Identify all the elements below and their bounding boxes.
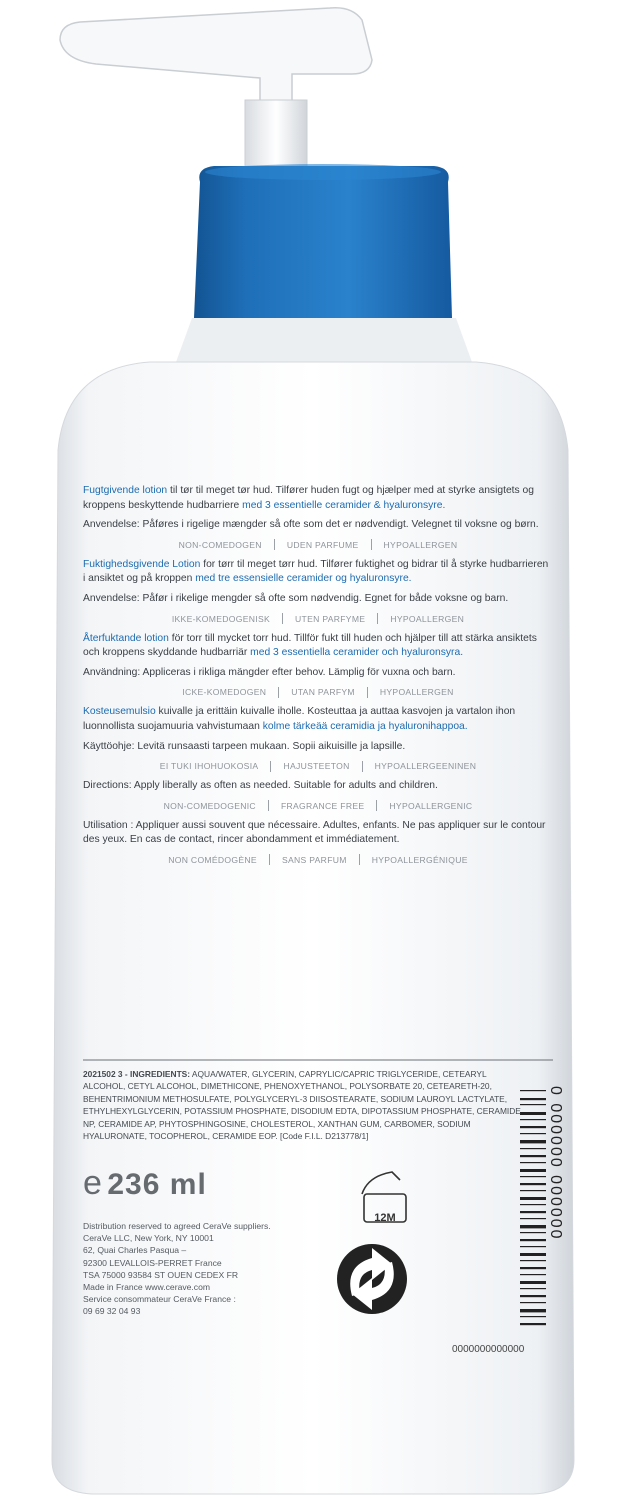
claim-badge: UTAN PARFYM: [291, 687, 355, 698]
claim-badge: SANS PARFUM: [281, 854, 347, 865]
claim-badge: UDEN PARFUME: [286, 539, 359, 550]
section-0: [83, 484, 553, 552]
distribution-line: TSA 75000 93584 ST OUEN CEDEX FR: [83, 1269, 239, 1280]
section-body: kuivalle ja erittäin kuivalle iholle. Kosteuttaa ja auttaa kasvojen ja vartalon ihon luonnollista suojamuuria vahvistumaan: [83, 706, 516, 732]
section-claims: [83, 612, 553, 626]
section-lead: Kosteusemulsio: [83, 706, 156, 718]
section-usage: Användning: Appliceras i rikliga mängder efter behov. Lämplig för vuxna och barn.: [83, 666, 456, 678]
section-highlight: med 3 essentielle ceramider & hyaluronsyre.: [242, 499, 446, 511]
barcode-vertical-digits: [547, 1086, 564, 1334]
ingredients-block: [83, 1068, 523, 1142]
claim-badge: UTEN PARFYME: [295, 613, 366, 624]
volume: [83, 1164, 383, 1203]
section-usage: Utilisation : Appliquer aussi souvent que nécessaire. Adultes, enfants. Ne pas appliquer sur le contour des yeux. En cas de contact, rincer abondamment et immédiatement.: [83, 819, 546, 846]
claim-badge: HAJUSTEETON: [283, 761, 350, 772]
section-highlight: med tre essensielle ceramider og hyaluronsyre.: [195, 573, 412, 585]
barcode-number: 0000000000000: [452, 1344, 525, 1355]
estimate-mark: e: [83, 1164, 103, 1202]
section-3: [83, 705, 553, 773]
section-1: [83, 558, 553, 626]
section-description: [83, 484, 553, 513]
label-sections: [83, 484, 553, 873]
claim-badge: HYPOALLERGÉNIQUE: [371, 854, 468, 865]
claim-badge: EI TUKI IHOHUOKOSIA: [159, 761, 259, 772]
distribution-line: 62, Quai Charles Pasqua –: [83, 1245, 187, 1256]
section-4: [83, 779, 553, 813]
language-sections: [83, 484, 553, 867]
section-lead: Fugtgivende lotion: [83, 485, 168, 496]
claim-badge: HYPOALLERGEN: [379, 687, 454, 698]
claim-badge: HYPOALLERGEN: [390, 613, 465, 624]
distribution-line: 92300 LEVALLOIS-PERRET France: [83, 1257, 222, 1268]
distribution-line: Service consommateur CeraVe France :: [83, 1294, 236, 1305]
section-lead: Fuktighedsgivende Lotion: [83, 558, 201, 570]
distribution-line: 09 69 32 04 93: [83, 1306, 141, 1317]
distribution-line: Made in France www.cerave.com: [83, 1282, 211, 1293]
section-body: för torr till mycket torr hud. Tillför fukt till huden och hjälper till att stärka ansiktets och kroppens skyddande hudbarriär: [83, 632, 537, 659]
section-2: [83, 632, 553, 700]
section-highlight: med 3 essentiella ceramider och hyaluronsyra.: [250, 647, 464, 659]
ingredients-list: AQUA/WATER, GLYCERIN, CAPRYLIC/CAPRIC TRIGLYCERIDE, CETEARYL ALCOHOL, CETYL ALCOHOL, DIMETHICONE, PHENOXYETHANOL, POLYSORBATE 20, CETEARETH-20, BEHENTRIMONIUM METHOSULFATE, POLYGLYCERYL-3 DIISOSTEARATE, SODIUM LAUROYL LACTYLATE, ETHYLHEXYLGLYCERIN, POTASSIUM PHOSPHATE, DISODIUM EDTA, DIPOTASSIUM PHOSPHATE, CERAMIDE NP, CERAMIDE AP, PHYTOSPHINGOSINE, CHOLESTEROL, XANTHAN GUM, CARBOMER, SODIUM HYALURONATE, TOCOPHEROL, CERAMIDE EOP. [Code F.I.L. D213778/1]: [83, 1069, 521, 1142]
section-claims: [83, 685, 553, 699]
section-body: til tør til meget tør hud. Tilfører huden fugt og hjælper med at styrke ansigtets og kroppens beskyttende hudbarriere: [83, 485, 534, 511]
distribution-line: Distribution reserved to agreed CeraVe suppliers.: [83, 1221, 271, 1231]
claim-badge: HYPOALLERGEN: [383, 539, 458, 550]
blue-cap: [194, 166, 452, 318]
section-highlight: kolme tärkeää ceramidia ja hyaluronihappoa.: [262, 720, 468, 732]
distribution-line: CeraVe LLC, New York, NY 10001: [83, 1233, 214, 1244]
pump-head: [60, 8, 372, 170]
volume-text: 236 ml: [107, 1168, 207, 1201]
section-body: for tørr til meget tørr hud. Tilfører fuktighet og bidrar til å styrke hudbarrieren i ansiktet og på kroppen: [83, 558, 549, 585]
section-claims: [83, 538, 553, 552]
recycling-icon: [337, 1244, 407, 1314]
section-usage: Anvendelse: Påføres i rigelige mængder så ofte som det er nødvendigt. Velegnet til voksne og børn.: [83, 519, 539, 531]
claim-badge: FRAGRANCE FREE: [280, 800, 365, 811]
section-claims: [83, 853, 553, 867]
section-description: [83, 558, 553, 587]
claim-badge: NON-COMEDOGEN: [178, 539, 262, 550]
section-claims: [83, 759, 553, 773]
claim-badge: NON COMÉDOGÈNE: [168, 854, 257, 865]
barcode-vertical-text: 0 000000 000000: [547, 1086, 564, 1241]
claim-badge: HYPOALLERGEENINEN: [374, 761, 477, 772]
claim-badge: ICKE-KOMEDOGEN: [182, 687, 267, 698]
distribution-block: [83, 1220, 323, 1318]
claim-badge: NON-COMEDOGENIC: [163, 800, 256, 811]
section-description: [83, 632, 553, 661]
claim-badge: HYPOALLERGENIC: [389, 800, 473, 811]
section-5: [83, 819, 553, 867]
claim-badge: IKKE-KOMEDOGENISK: [171, 613, 271, 624]
section-usage: Directions: Apply liberally as often as needed. Suitable for adults and children.: [83, 780, 438, 792]
section-usage: Anvendelse: Påfør i rikelige mengder så ofte som nødvendig. Egnet for både voksne og barn.: [83, 592, 509, 604]
section-claims: [83, 799, 553, 813]
section-description: [83, 705, 553, 734]
pao-label: 12M: [374, 1212, 396, 1224]
ingredients-code: 2021502 3 - INGREDIENTS:: [83, 1069, 191, 1079]
section-lead: Återfuktande lotion: [83, 632, 169, 644]
section-usage: Käyttöohje: Levitä runsaasti tarpeen mukaan. Sopii aikuisille ja lapsille.: [83, 740, 406, 752]
